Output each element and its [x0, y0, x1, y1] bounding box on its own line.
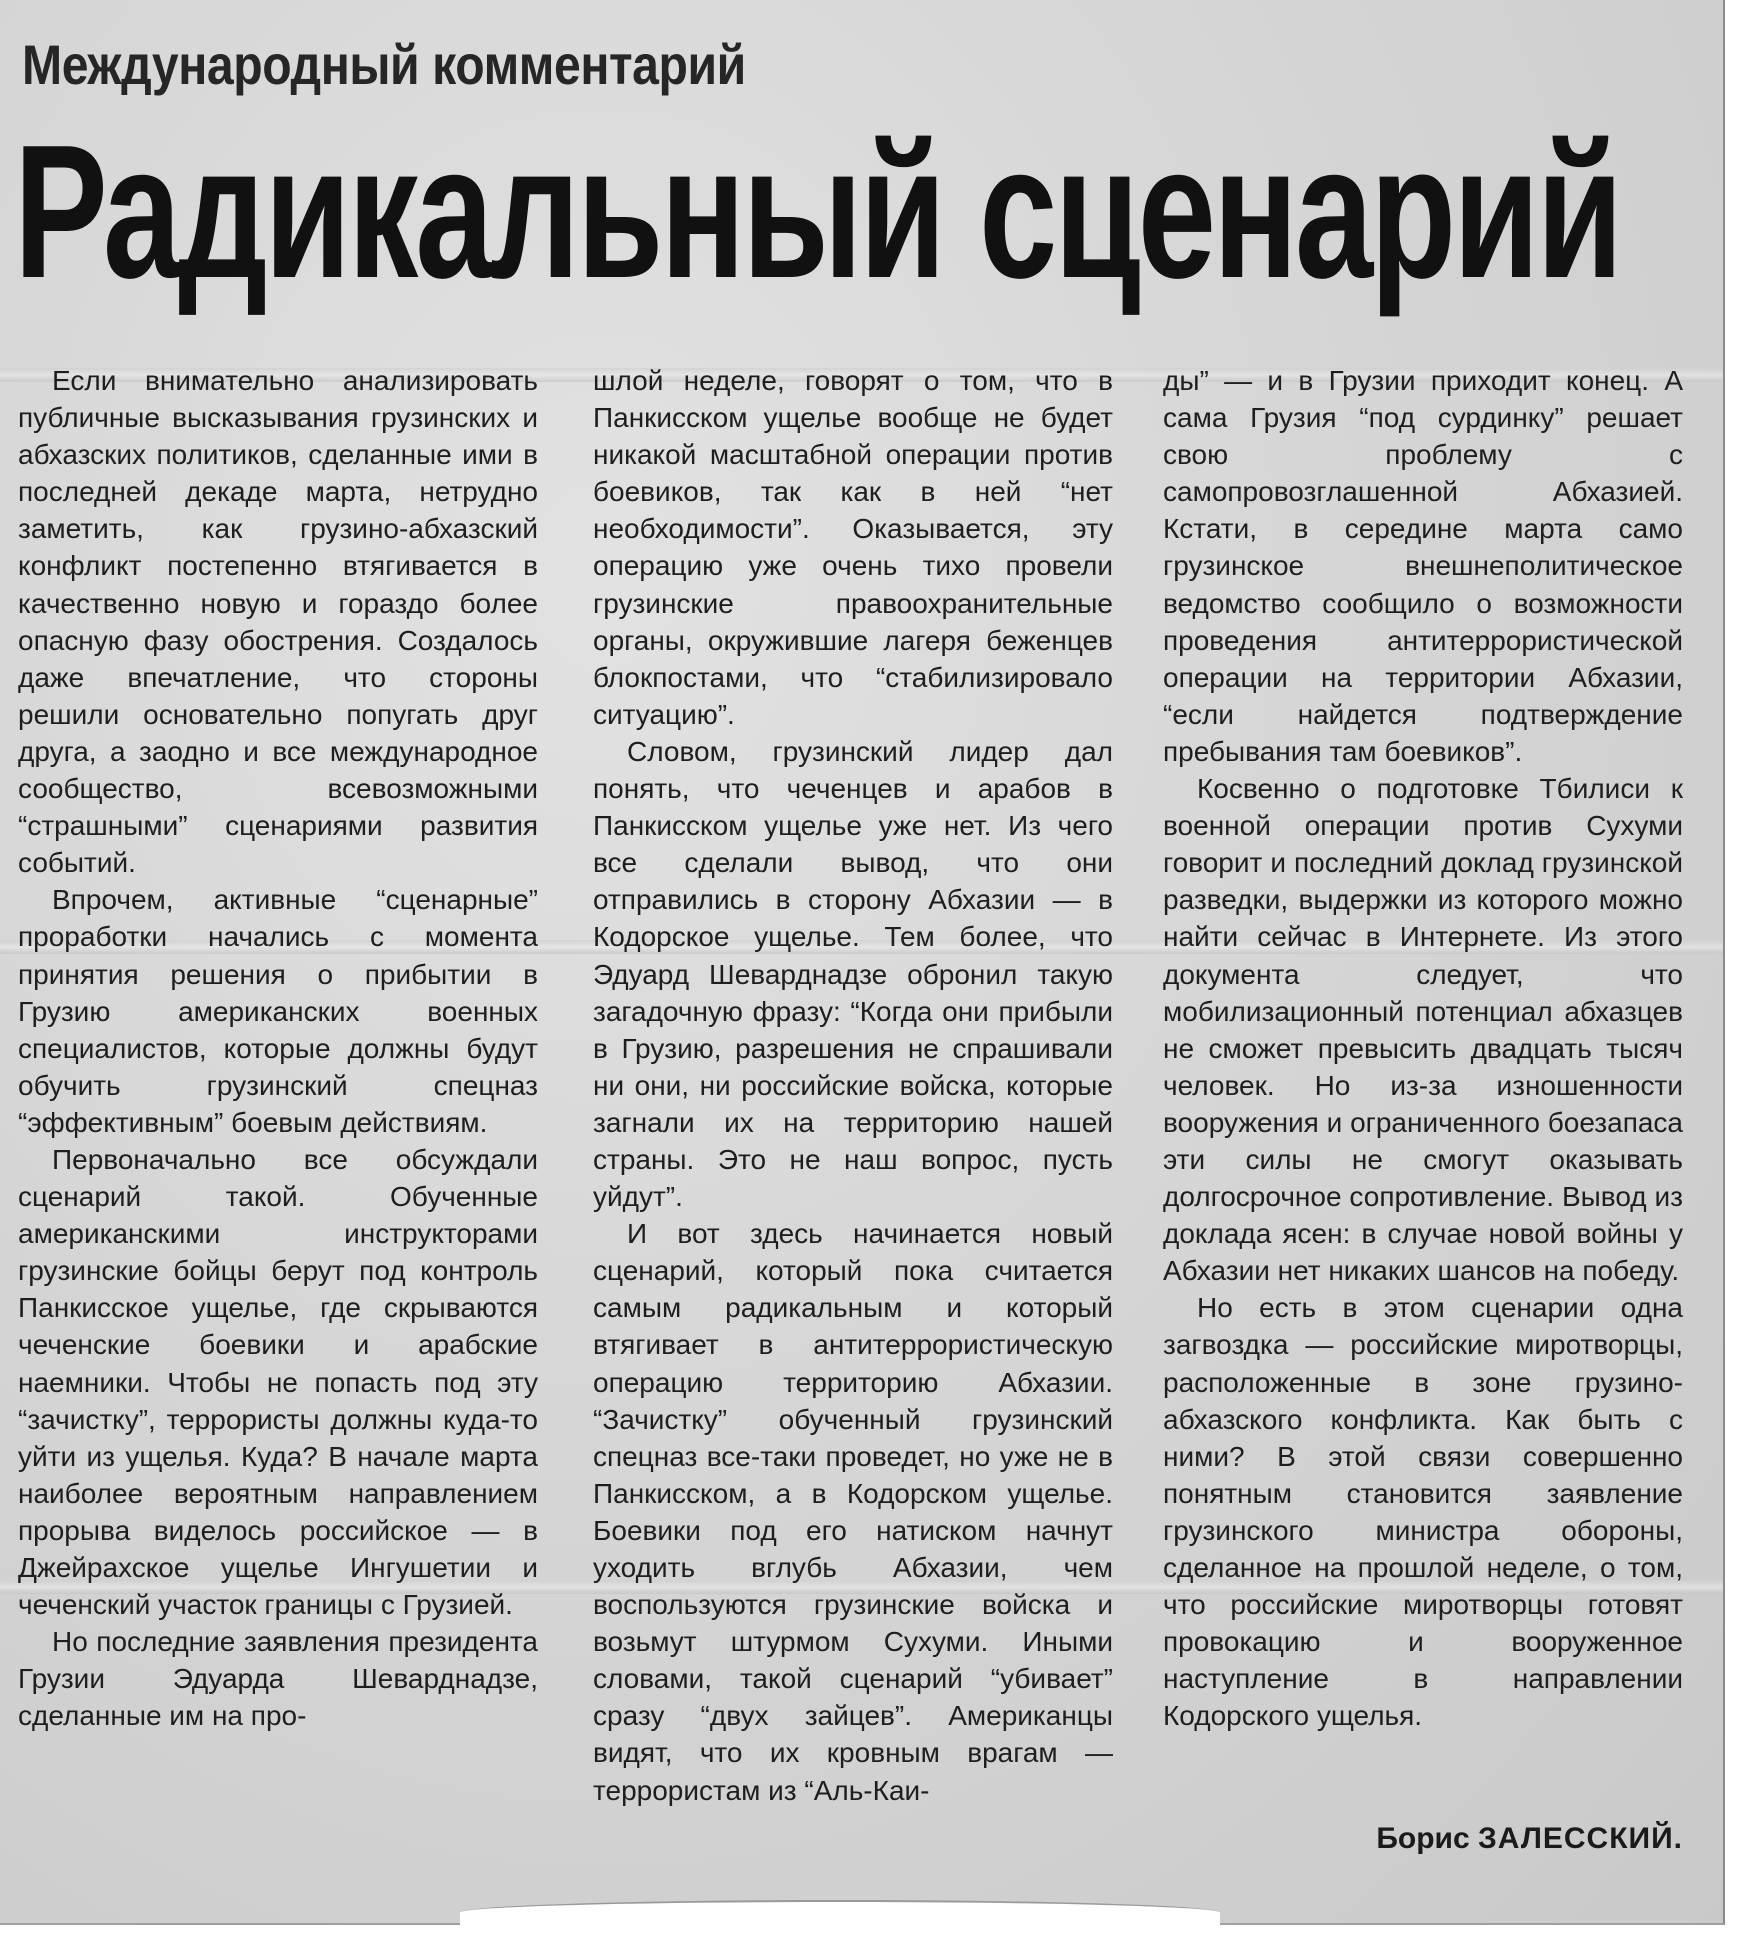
paragraph: Но есть в этом сценарии одна загвоздка — российские миротворцы, расположенные в зоне грузино-абхазского конфликта. Как быть с ними? В этой связи совершенно понятным становится заявление грузинского министра обороны, сделанное на прошлой неделе, о том, что российские миротворцы готовят провокацию и вооруженное наступление в направлении Кодорского ущелья. — [1163, 1292, 1683, 1732]
author-first-name: Борис — [1376, 1822, 1470, 1855]
paragraph: Впрочем, активные “сценарные” проработки начались с момента принятия решения о прибытии в Грузию американских военных специалистов, которые должны будут обучить грузинский спецназ “эффективным” боевым действиям. — [18, 884, 538, 1138]
paragraph: ды” — и в Грузии приходит конец. А сама Грузия “под сурдинку” решает свою проблему с самопровозглашенной Абхазией. Кстати, в середине марта само грузинское внешнеполитическое ведомство сообщило о возможности проведения антитеррористической операции на территории Абхазии, “если найдется подтверждение пребывания там боевиков”. — [1163, 365, 1683, 767]
column-3 — [1163, 362, 1683, 1734]
rubric-kicker: Международный комментарий — [22, 33, 746, 96]
paragraph: Первоначально все обсуждали сценарий такой. Обученные американскими инструкторами грузинские бойцы берут под контроль Панкисское ущелье, где скрываются чеченские боевики и арабские наемники. Чтобы не попасть под эту “зачистку”, террористы должны куда-то уйти из ущелья. Куда? В начале марта наиболее вероятным направлением прорыва виделось российское — в Джейрахское ущелье Ингушетии и чеченский участок границы с Грузией. — [18, 1143, 538, 1621]
paragraph: Косвенно о подготовке Тбилиси к военной операции против Сухуми говорит и последний доклад грузинской разведки, выдержки из которого можно найти сейчас в Интернете. Из этого документа следует, что мобилизационный потенциал абхазцев не сможет превысить двадцать тысяч человек. Но из-за изношенности вооружения и ограниченного боезапаса эти силы не смогут оказывать долгосрочное сопротивление. Вывод из доклада ясен: в случае новой войны у Абхазии нет никаких шансов на победу. — [1163, 773, 1683, 1287]
paragraph: Но последние заявления президента Грузии Эдуарда Шеварднадзе, сделанные им на про- — [18, 1626, 538, 1732]
column-2 — [593, 362, 1113, 1809]
paragraph: Словом, грузинский лидер дал понять, что чеченцев и арабов в Панкисском ущелье уже нет. Из чего все сделали вывод, что они отправились в сторону Абхазии — в Кодорское ущелье. Тем более, что Эдуард Шеварднадзе обронил такую загадочную фразу: “Когда они прибыли в Грузию, разрешения не спрашивали ни они, ни российские войска, которые загнали их на территорию нашей страны. Это не наш вопрос, пусть уйдут”. — [593, 735, 1113, 1213]
torn-edge — [460, 1900, 1220, 1942]
article-headline: Радикальный сценарий — [14, 106, 1621, 318]
author-last-name: ЗАЛЕССКИЙ. — [1478, 1822, 1683, 1855]
column-1 — [18, 362, 538, 1734]
paragraph: шлой неделе, говорят о том, что в Панкисском ущелье вообще не будет никакой масштабной операции против боевиков, так как в ней “нет необходимости”. Оказывается, эту операцию уже очень тихо провели грузинские правоохранительные органы, окружившие лагеря беженцев блокпостами, что “стабилизировало ситуацию”. — [593, 365, 1113, 730]
paragraph: И вот здесь начинается новый сценарий, который пока считается самым радикальным и который втягивает в антитеррористическую операцию территорию Абхазии. “Зачистку” обученный грузинский спецназ все-таки проведет, но уже не в Панкисском, а в Кодорском ущелье. Боевики под его натиском начнут уходить вглубь Абхазии, чем воспользуются грузинские войска и возьмут штурмом Сухуми. Иными словами, такой сценарий “убивает” сразу “двух зайцев”. Американцы видят, что их кровным врагам — террористам из “Аль-Каи- — [593, 1218, 1113, 1806]
paragraph: Если внимательно анализировать публичные высказывания грузинских и абхазских политиков, сделанные ими в последней декаде марта, нетрудно заметить, как грузино-абхазский конфликт постепенно втягивается в качественно новую и гораздо более опасную фазу обострения. Создалось даже впечатление, что стороны решили основательно попугать друг друга, а заодно и все международное сообщество, всевозможными “страшными” сценариями развития событий. — [18, 365, 538, 879]
author-byline — [1163, 1822, 1683, 1856]
